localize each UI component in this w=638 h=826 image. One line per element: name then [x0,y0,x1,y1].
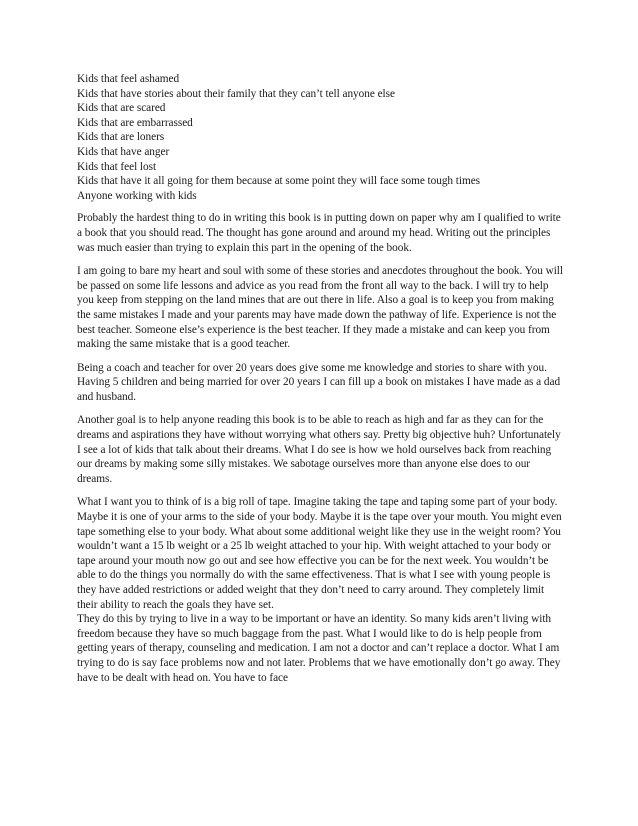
document-page [77,72,563,685]
list-item: Kids that feel lost [77,160,157,173]
list-item: Kids that have it all going for them because at some point they will face some tough times [77,175,481,188]
paragraph-identity: They do this by trying to live in a way to be important or have an identity. So many kids aren’t living with freedom because they have so much baggage from the past. What I would like to do is help people from getting years of therapy, counseling and medication. I am not a doctor and can’t replace a doctor. What I am trying to do is say face problems now and not later. Problems that we have emotionally don’t go away. They have to be dealt with head on. You have to face [77,613,561,684]
list-item: Kids that feel ashamed [77,73,180,85]
list-item: Kids that have stories about their family that they can’t tell anyone else [77,87,395,100]
paragraph-roll-of-tape: What I want you to think of is a big roll of tape. Imagine taking the tape and taping some part of your body. Maybe it is one of your arms to the side of your body. Maybe it is the tape over your mouth. You might even tape something else to your body. What about some additional weight like they use in the weight room? You wouldn’t want a 15 lb weight or a 25 lb weight attached to your hip. With weight attached to your body or tape around your mouth now go out and see how effective you can be for the next week. You wouldn’t be able to do the things you normally do with the same effectiveness. That is what I see with young people is they have added restrictions or added weight that they don’t need to carry around. They completely limit their ability to reach the goals they have set. [77,496,562,611]
paragraph-heart-and-soul: I am going to bare my heart and soul with some of these stories and anecdotes throughout the book. You will be passed on some life lessons and advice as you read from the front all way to the back. I will try to help you keep from stepping on the land mines that are out there in life. Also a goal is to keep you from making the same mistakes I made and your parents may have made down the pathway of life. Experience is not the best teacher. Someone else’s experience is the best teacher. If they made a mistake and can keep you from making the same mistake that is a good teacher. [77,265,563,351]
audience-list [77,72,563,203]
paragraph-coach-teacher: Being a coach and teacher for over 20 years does give some me knowledge and stories to share with you. Having 5 children and being married for over 20 years I can fill up a book on mistakes I have made as a dad and husband. [77,361,561,403]
paragraph-another-goal: Another goal is to help anyone reading this book is to be able to reach as high and far as they can for the dreams and aspirations they have without worrying what others say. Pretty big objective huh? Unfortunately I see a lot of kids that talk about their dreams. What I do see is how we hold ourselves back from reaching our dreams by making some silly mistakes. We sabotage ourselves more than anyone else does to our dreams. [77,414,561,485]
list-item: Kids that are embarrassed [77,116,193,129]
list-item: Kids that are loners [77,131,165,144]
list-item: Kids that have anger [77,145,170,158]
list-item: Kids that are scared [77,102,166,115]
paragraph-qualifications: Probably the hardest thing to do in writing this book is in putting down on paper why am I qualified to write a book that you should read. The thought has gone around and around my head. Writing out the principles was much easier than trying to explain this part in the opening of the book. [77,212,561,254]
list-item: Anyone working with kids [77,189,197,202]
